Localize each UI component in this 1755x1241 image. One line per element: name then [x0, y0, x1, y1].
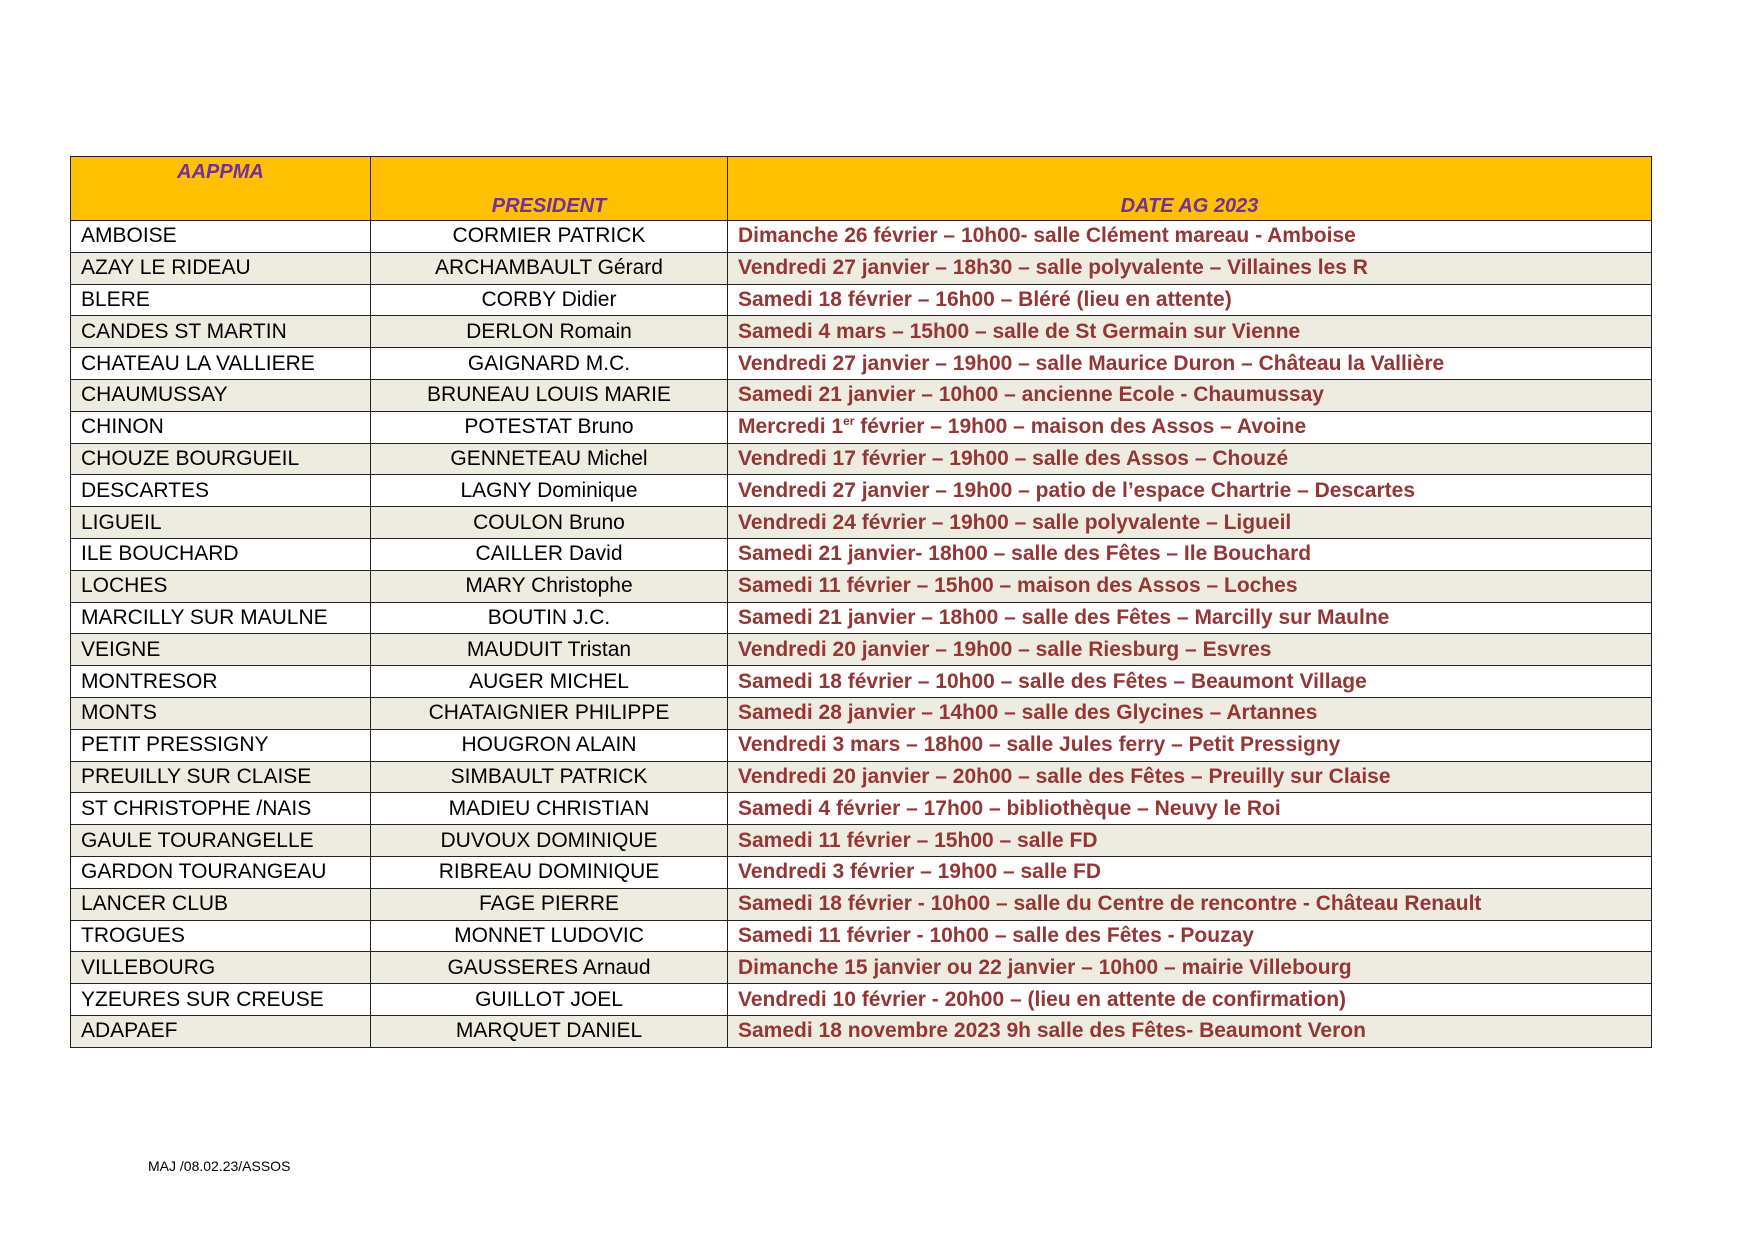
president-cell: HOUGRON ALAIN	[371, 729, 728, 761]
president-cell: CORMIER PATRICK	[371, 221, 728, 253]
president-cell: MAUDUIT Tristan	[371, 634, 728, 666]
table-row	[71, 379, 1652, 411]
president-cell: GAIGNARD M.C.	[371, 348, 728, 380]
date-cell: Dimanche 15 janvier ou 22 janvier – 10h00 – mairie Villebourg	[728, 952, 1652, 984]
date-cell: Vendredi 3 mars – 18h00 – salle Jules ferry – Petit Pressigny	[728, 729, 1652, 761]
aappma-cell: CHOUZE BOURGUEIL	[71, 443, 371, 475]
table-row	[71, 856, 1652, 888]
president-cell: AUGER MICHEL	[371, 666, 728, 698]
date-ordinal-suffix: er	[843, 414, 855, 429]
table-row	[71, 284, 1652, 316]
president-cell: DERLON Romain	[371, 316, 728, 348]
president-cell: CORBY Didier	[371, 284, 728, 316]
date-cell: Samedi 18 février – 16h00 – Bléré (lieu en attente)	[728, 284, 1652, 316]
date-cell: Vendredi 20 janvier – 20h00 – salle des Fêtes – Preuilly sur Claise	[728, 761, 1652, 793]
aappma-cell: LOCHES	[71, 570, 371, 602]
table-row	[71, 697, 1652, 729]
table-row	[71, 1015, 1652, 1047]
date-cell: Samedi 4 mars – 15h00 – salle de St Germain sur Vienne	[728, 316, 1652, 348]
aappma-cell: PETIT PRESSIGNY	[71, 729, 371, 761]
table-body	[71, 221, 1652, 1048]
date-text: Mercredi 1	[738, 415, 844, 439]
president-cell: COULON Bruno	[371, 507, 728, 539]
table-row	[71, 666, 1652, 698]
president-cell: BRUNEAU LOUIS MARIE	[371, 379, 728, 411]
table-row	[71, 507, 1652, 539]
date-cell: Samedi 18 novembre 2023 9h salle des Fêtes- Beaumont Veron	[728, 1015, 1652, 1047]
aappma-cell: LANCER CLUB	[71, 888, 371, 920]
table-row	[71, 348, 1652, 380]
aappma-cell: CHATEAU LA VALLIERE	[71, 348, 371, 380]
date-cell: Vendredi 27 janvier – 19h00 – salle Maurice Duron – Château la Vallière	[728, 348, 1652, 380]
footer-note: MAJ /08.02.23/ASSOS	[148, 1158, 291, 1174]
aappma-cell: LIGUEIL	[71, 507, 371, 539]
header-date: DATE AG 2023	[728, 157, 1652, 221]
aappma-cell: ST CHRISTOPHE /NAIS	[71, 793, 371, 825]
president-cell: GAUSSERES Arnaud	[371, 952, 728, 984]
table-row	[71, 952, 1652, 984]
ag-schedule-table	[70, 156, 1652, 1048]
date-cell: Samedi 21 janvier – 10h00 – ancienne Ecole - Chaumussay	[728, 379, 1652, 411]
table-row	[71, 761, 1652, 793]
president-cell: MONNET LUDOVIC	[371, 920, 728, 952]
aappma-cell: CHAUMUSSAY	[71, 379, 371, 411]
aappma-cell: GARDON TOURANGEAU	[71, 856, 371, 888]
date-cell: Samedi 28 janvier – 14h00 – salle des Glycines – Artannes	[728, 697, 1652, 729]
date-cell: Vendredi 3 février – 19h00 – salle FD	[728, 856, 1652, 888]
table-row	[71, 793, 1652, 825]
aappma-cell: YZEURES SUR CREUSE	[71, 984, 371, 1016]
president-cell: POTESTAT Bruno	[371, 411, 728, 443]
president-cell: SIMBAULT PATRICK	[371, 761, 728, 793]
table-row	[71, 920, 1652, 952]
table-row	[71, 825, 1652, 857]
table-row	[71, 984, 1652, 1016]
president-cell: LAGNY Dominique	[371, 475, 728, 507]
president-cell: DUVOUX DOMINIQUE	[371, 825, 728, 857]
president-cell: MADIEU CHRISTIAN	[371, 793, 728, 825]
date-cell: Vendredi 27 janvier – 18h30 – salle polyvalente – Villaines les R	[728, 252, 1652, 284]
president-cell: CAILLER David	[371, 538, 728, 570]
aappma-cell: AMBOISE	[71, 221, 371, 253]
date-cell: Samedi 11 février – 15h00 – maison des Assos – Loches	[728, 570, 1652, 602]
aappma-cell: CANDES ST MARTIN	[71, 316, 371, 348]
date-cell: Vendredi 10 février - 20h00 – (lieu en attente de confirmation)	[728, 984, 1652, 1016]
aappma-cell: DESCARTES	[71, 475, 371, 507]
president-cell: GENNETEAU Michel	[371, 443, 728, 475]
aappma-cell: MONTS	[71, 697, 371, 729]
aappma-cell: MONTRESOR	[71, 666, 371, 698]
aappma-cell: TROGUES	[71, 920, 371, 952]
header-president: PRESIDENT	[371, 157, 728, 221]
table-row	[71, 443, 1652, 475]
table-row	[71, 538, 1652, 570]
aappma-cell: VEIGNE	[71, 634, 371, 666]
table-row	[71, 634, 1652, 666]
aappma-cell: GAULE TOURANGELLE	[71, 825, 371, 857]
president-cell: RIBREAU DOMINIQUE	[371, 856, 728, 888]
president-cell: CHATAIGNIER PHILIPPE	[371, 697, 728, 729]
table-row	[71, 316, 1652, 348]
aappma-cell: ILE BOUCHARD	[71, 538, 371, 570]
table-row	[71, 252, 1652, 284]
date-text-rest: février – 19h00 – maison des Assos – Avoine	[854, 415, 1307, 439]
table-row	[71, 888, 1652, 920]
aappma-cell: BLERE	[71, 284, 371, 316]
date-cell: Samedi 11 février - 10h00 – salle des Fêtes - Pouzay	[728, 920, 1652, 952]
aappma-cell: PREUILLY SUR CLAISE	[71, 761, 371, 793]
aappma-cell: AZAY LE RIDEAU	[71, 252, 371, 284]
president-cell: FAGE PIERRE	[371, 888, 728, 920]
table-row	[71, 729, 1652, 761]
date-cell: Vendredi 20 janvier – 19h00 – salle Riesburg – Esvres	[728, 634, 1652, 666]
aappma-cell: ADAPAEF	[71, 1015, 371, 1047]
aappma-cell: CHINON	[71, 411, 371, 443]
date-cell: Samedi 18 février - 10h00 – salle du Centre de rencontre - Château Renault	[728, 888, 1652, 920]
table-header-row	[71, 157, 1652, 221]
date-cell: Vendredi 27 janvier – 19h00 – patio de l’espace Chartrie – Descartes	[728, 475, 1652, 507]
date-cell: Samedi 21 janvier – 18h00 – salle des Fêtes – Marcilly sur Maulne	[728, 602, 1652, 634]
aappma-cell: MARCILLY SUR MAULNE	[71, 602, 371, 634]
date-cell: Samedi 11 février – 15h00 – salle FD	[728, 825, 1652, 857]
president-cell: GUILLOT JOEL	[371, 984, 728, 1016]
date-cell: Samedi 18 février – 10h00 – salle des Fêtes – Beaumont Village	[728, 666, 1652, 698]
date-cell: Dimanche 26 février – 10h00- salle Clément mareau - Amboise	[728, 221, 1652, 253]
date-cell: Vendredi 17 février – 19h00 – salle des Assos – Chouzé	[728, 443, 1652, 475]
header-aappma: AAPPMA	[71, 157, 371, 221]
date-cell	[728, 411, 1652, 443]
table-row	[71, 411, 1652, 443]
table-row	[71, 570, 1652, 602]
president-cell: MARY Christophe	[371, 570, 728, 602]
date-cell: Samedi 21 janvier- 18h00 – salle des Fêtes – Ile Bouchard	[728, 538, 1652, 570]
president-cell: ARCHAMBAULT Gérard	[371, 252, 728, 284]
president-cell: BOUTIN J.C.	[371, 602, 728, 634]
date-cell: Vendredi 24 février – 19h00 – salle polyvalente – Ligueil	[728, 507, 1652, 539]
table-row	[71, 602, 1652, 634]
date-cell: Samedi 4 février – 17h00 – bibliothèque – Neuvy le Roi	[728, 793, 1652, 825]
table-row	[71, 475, 1652, 507]
president-cell: MARQUET DANIEL	[371, 1015, 728, 1047]
table-row	[71, 221, 1652, 253]
aappma-cell: VILLEBOURG	[71, 952, 371, 984]
